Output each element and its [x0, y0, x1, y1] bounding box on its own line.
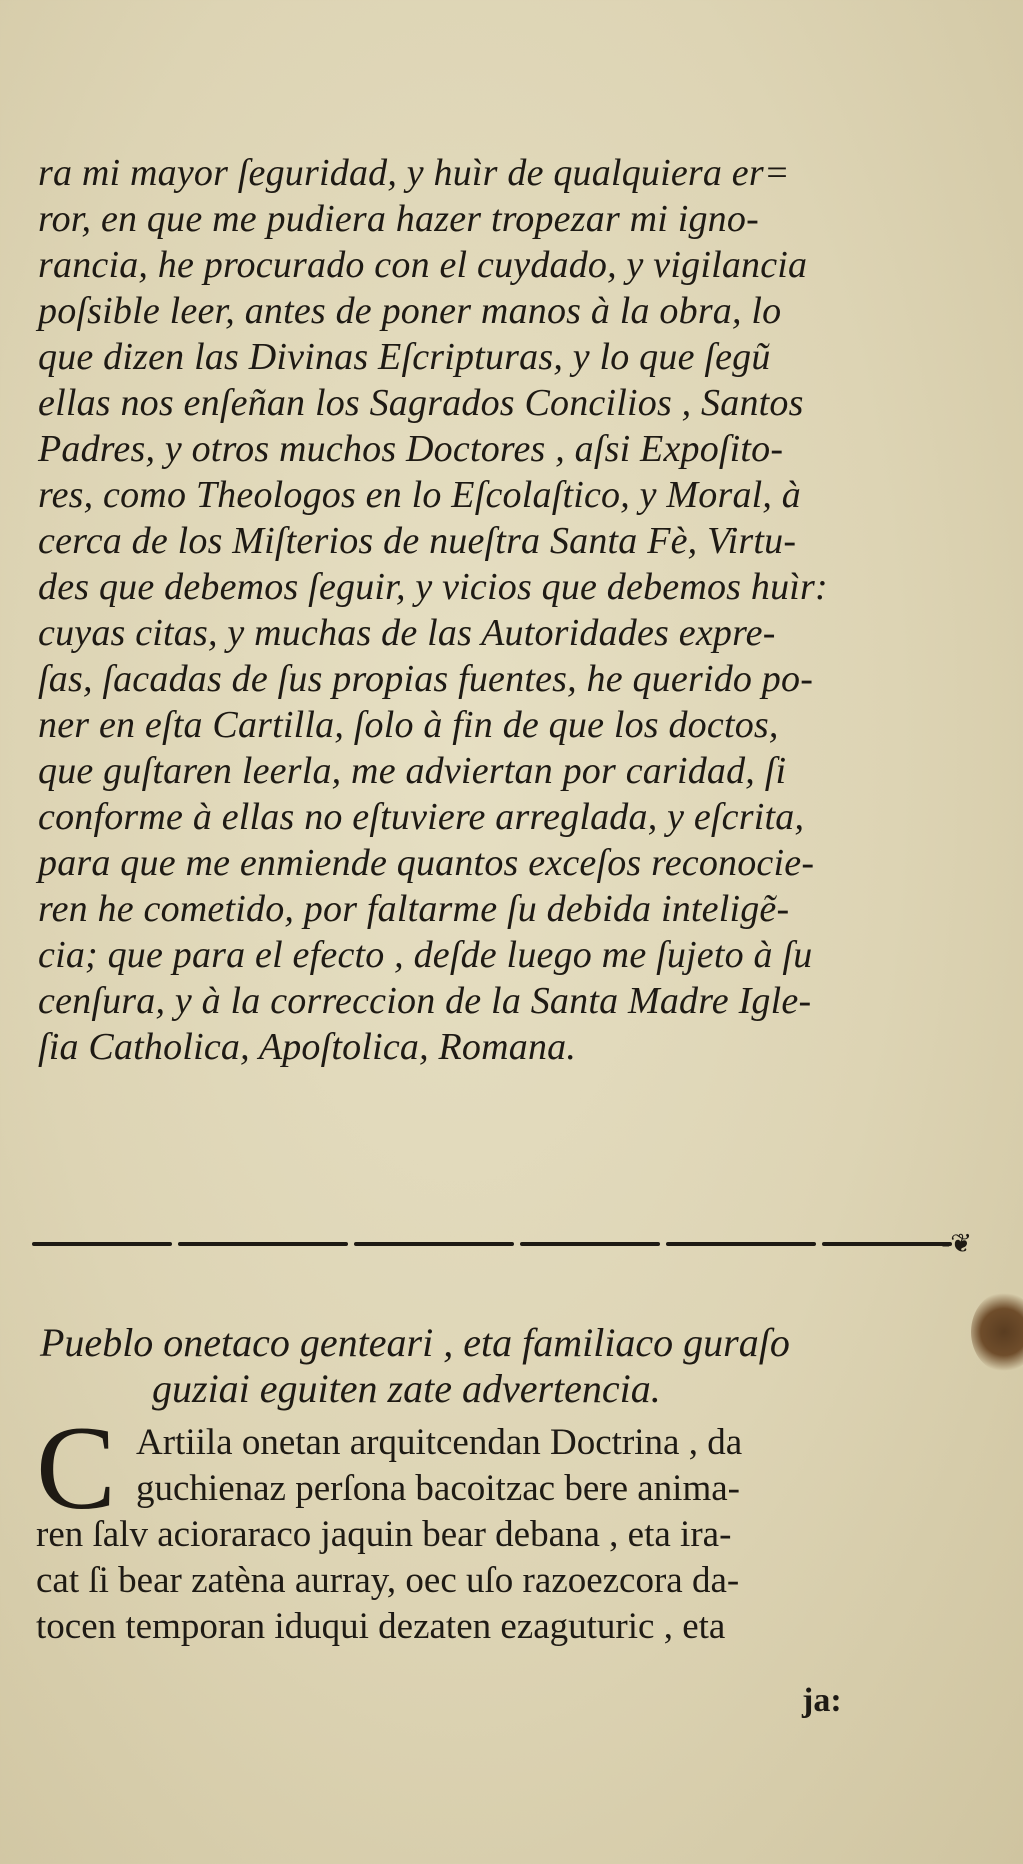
- text-line: cat ſi bear zatèna aurray, oec uſo razoezcora da-: [36, 1560, 740, 1601]
- rule-segment: [520, 1242, 660, 1246]
- text-line: res, como Theologos en lo Eſcolaſtico, y Moral, à: [38, 474, 802, 516]
- text-line: guchienaz perſona bacoitzac bere anima-: [136, 1468, 740, 1509]
- text-line: ra mi mayor ſeguridad, y huìr de qualquiera er=: [38, 152, 790, 194]
- text-line: conforme à ellas no eſtuviere arreglada, y eſcrita,: [38, 796, 805, 838]
- text-line: ner en eſta Cartilla, ſolo à fin de que los doctos,: [38, 704, 779, 746]
- rule-segment: [666, 1242, 816, 1246]
- heading-line: Pueblo onetaco genteari , eta familiaco guraſo: [40, 1320, 790, 1365]
- text-line: ror, en que me pudiera hazer tropezar mi igno-: [38, 198, 759, 240]
- text-line: para que me enmiende quantos exceſos reconocie-: [38, 842, 815, 884]
- text-line: ellas nos enſeñan los Sagrados Concilios , Santos: [38, 382, 804, 424]
- text-line: cuyas citas, y muchas de las Autoridades expre-: [38, 612, 776, 654]
- ornamental-rule: [32, 1229, 972, 1258]
- text-line: que dizen las Divinas Eſcripturas, y lo que ſegũ: [38, 336, 771, 378]
- rule-segment: [178, 1242, 348, 1246]
- rule-segment: [354, 1242, 514, 1246]
- text-line: Artiila onetan arquitcendan Doctrina , da: [136, 1422, 743, 1463]
- text-line: Padres, y otros muchos Doctores , aſsi Expoſito-: [38, 428, 784, 470]
- rule-end-ornament: -❦: [941, 1229, 972, 1258]
- heading-line: guziai eguiten zate advertencia.: [152, 1366, 661, 1411]
- rule-segment: [32, 1242, 172, 1246]
- text-line: cenſura, y à la correccion de la Santa Madre Igle-: [38, 980, 812, 1022]
- text-line: rancia, he procurado con el cuydado, y vigilancia: [38, 244, 808, 286]
- text-line: ſia Catholica, Apoſtolica, Romana.: [38, 1026, 577, 1068]
- text-line: cerca de los Miſterios de nueſtra Santa Fè, Virtu-: [38, 520, 797, 562]
- text-line: ſas, ſacadas de ſus propias fuentes, he querido po-: [38, 658, 814, 700]
- text-line: cia; que para el efecto , deſde luego me ſujeto à ſu: [38, 934, 813, 976]
- text-line: poſsible leer, antes de poner manos à la obra, lo: [38, 290, 782, 332]
- text-line: que guſtaren leerla, me adviertan por caridad, ſi: [38, 750, 787, 792]
- catchword: ja:: [802, 1682, 842, 1719]
- drop-cap: C: [36, 1401, 117, 1534]
- text-line: des que debemos ſeguir, y vicios que debemos huìr:: [38, 566, 828, 608]
- text-line: ren he cometido, por faltarme ſu debida inteligẽ-: [38, 888, 790, 930]
- rule-segment: [822, 1242, 952, 1246]
- text-line: ren ſalv acioraraco jaquin bear debana , eta ira-: [36, 1514, 732, 1555]
- ink-stain: [971, 1292, 1023, 1372]
- text-line: tocen temporan iduqui dezaten ezaguturic , eta: [36, 1606, 726, 1647]
